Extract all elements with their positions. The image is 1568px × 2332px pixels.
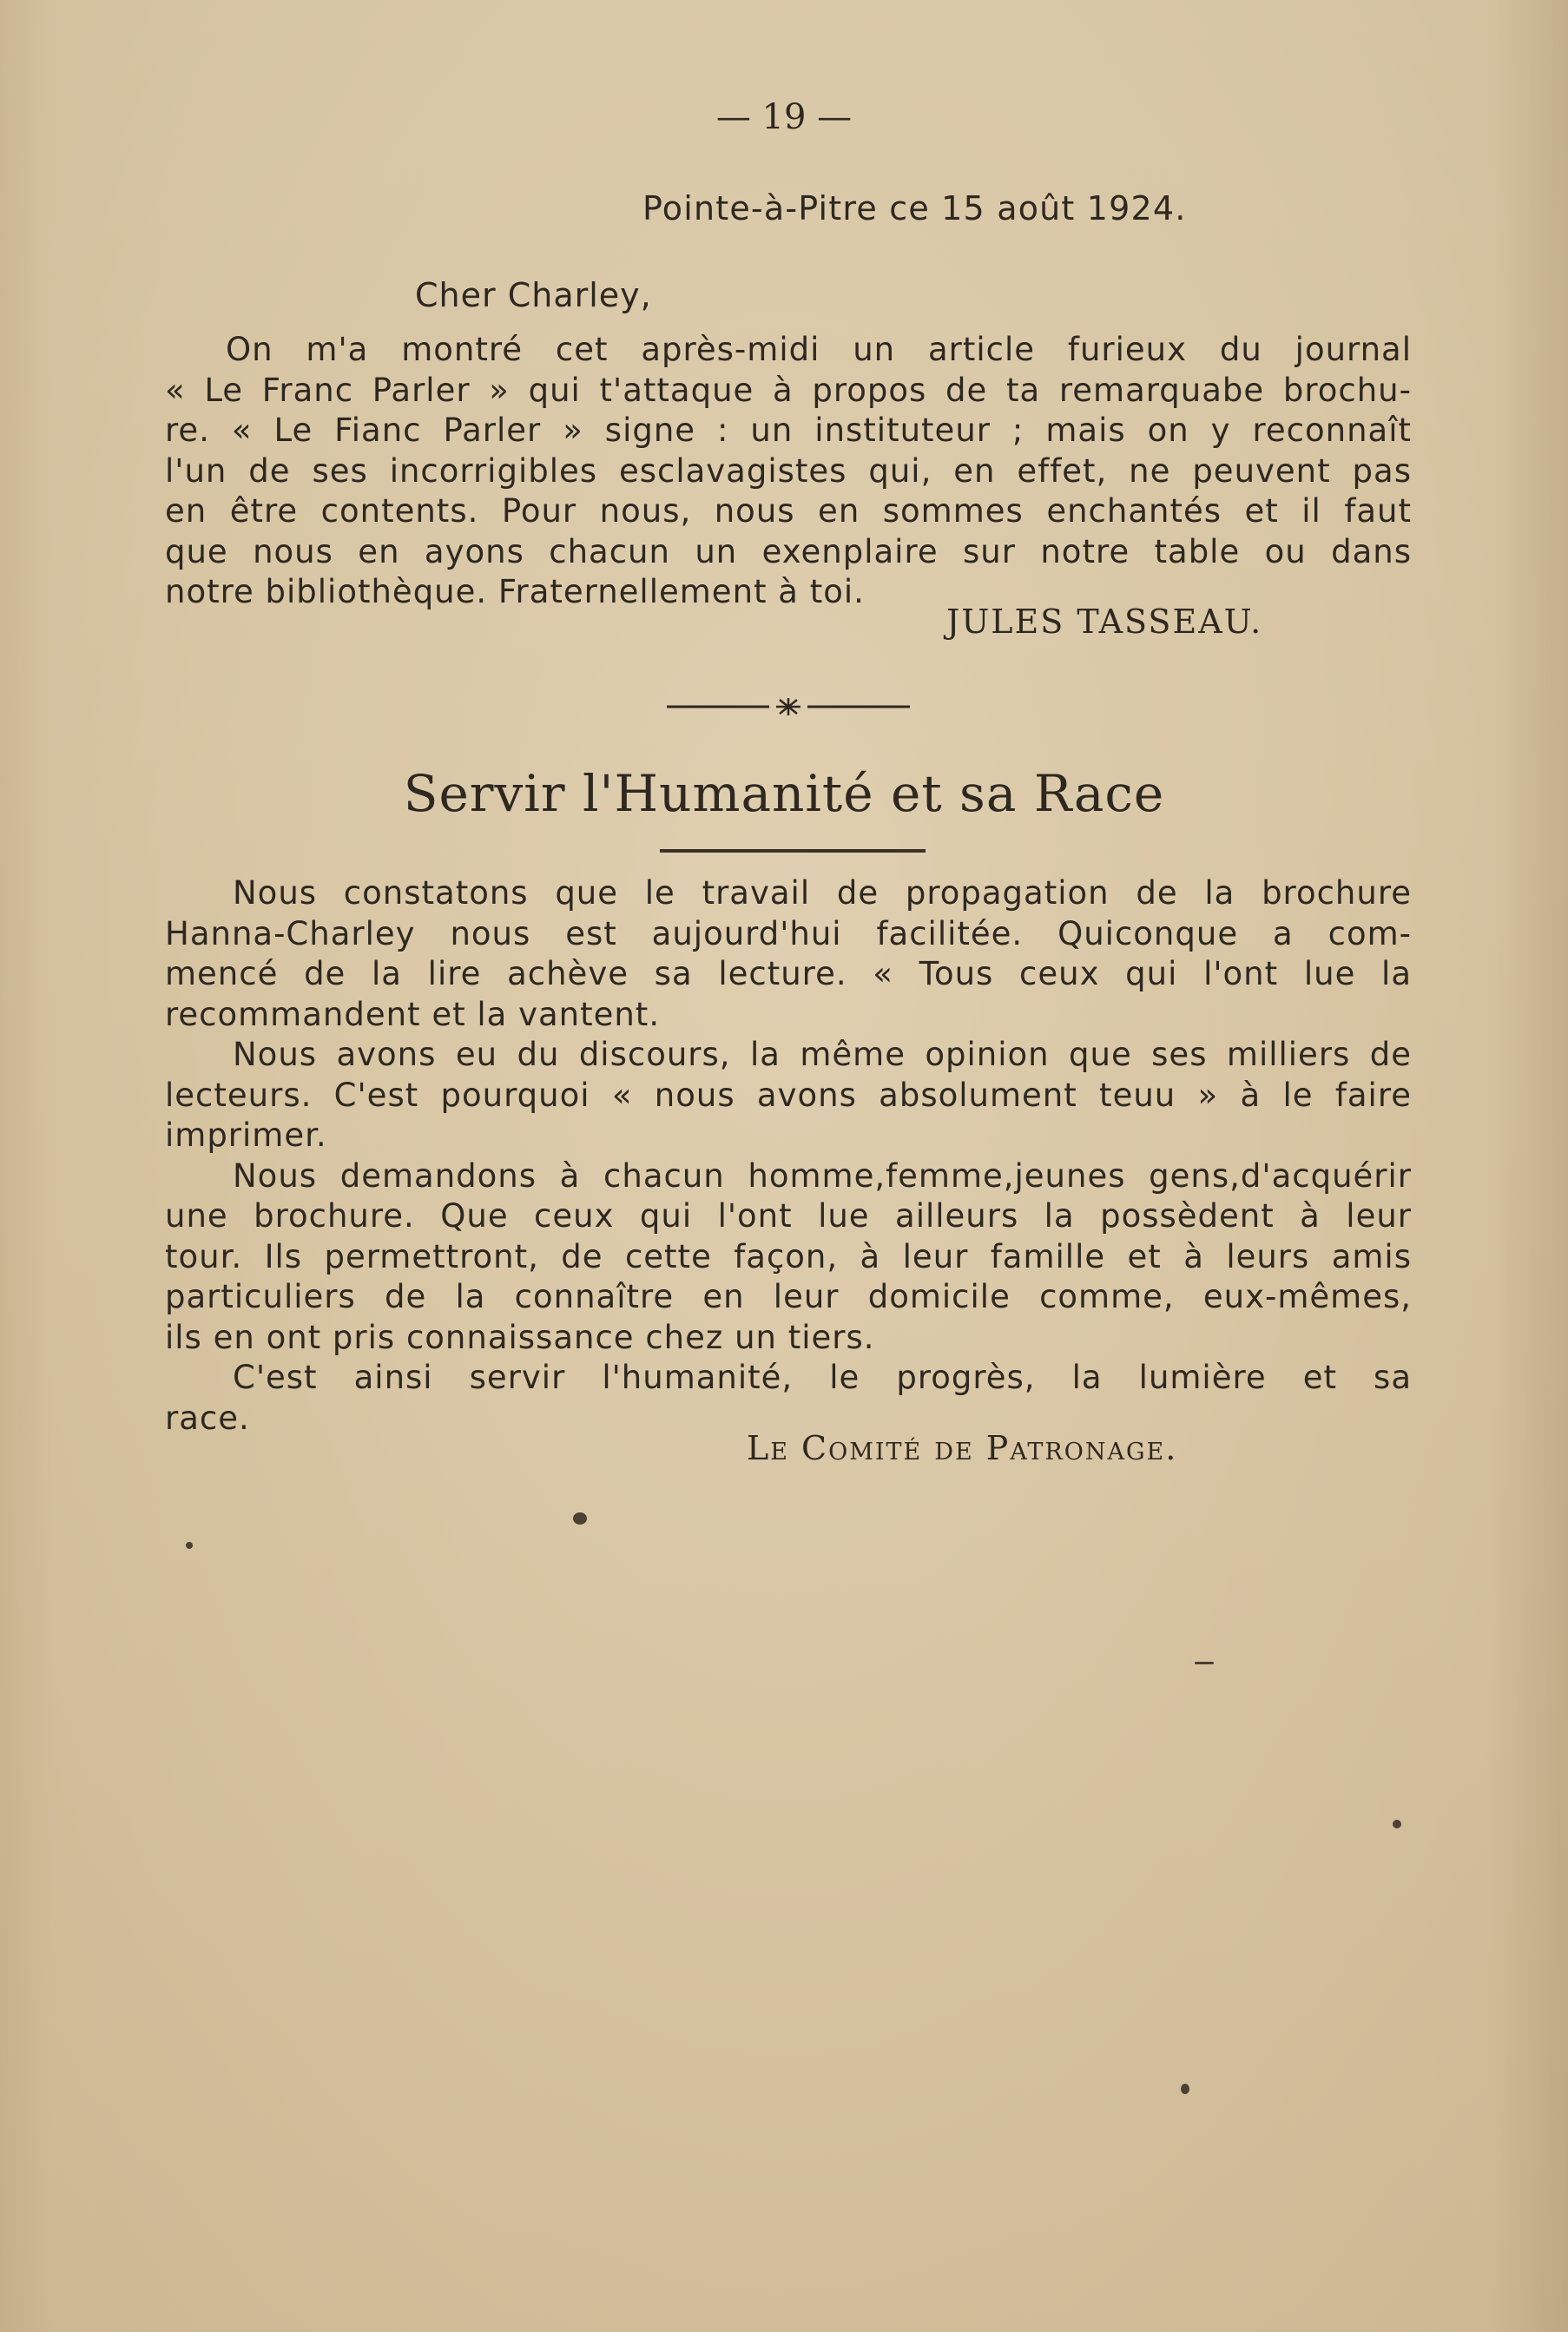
letter-line: que nous en ayons chacun un exenplaire sur notre table ou dans <box>165 532 1412 570</box>
article-line: C'est ainsi servir l'humanité, le progrès, la lumière et sa <box>233 1359 1412 1396</box>
article-line: ils en ont pris connaissance chez un tiers. <box>165 1318 875 1356</box>
paper-speck <box>1393 1820 1401 1828</box>
article-signoff <box>747 1429 1177 1467</box>
letter-salutation: Cher Charley, <box>415 276 652 314</box>
letter-body <box>165 330 1412 613</box>
article-line: tour. Ils permettront, de cette façon, à leur famille et à leurs amis <box>165 1237 1412 1275</box>
paper-speck <box>186 1542 193 1549</box>
letter-dateline: Pointe-à-Pitre ce 15 août 1924. <box>642 189 1187 227</box>
signoff-text: Le Comité de Patronage. <box>747 1429 1178 1467</box>
article-line: recommandent et la vantent. <box>165 995 661 1033</box>
article-line: lecteurs. C'est pourquoi « nous avons absolument teuu » à le faire <box>165 1076 1412 1114</box>
article-body <box>165 873 1412 1439</box>
page-number: — 19 — <box>715 97 853 137</box>
article-line: imprimer. <box>165 1117 327 1154</box>
letter-line: l'un de ses incorrigibles esclavagistes qui, en effet, ne peuvent pas <box>165 451 1412 490</box>
article-line: mencé de la lire achève sa lecture. « Tous ceux qui l'ont lue la <box>165 955 1412 992</box>
letter-line: « Le Franc Parler » qui t'attaque à propos de ta remarquabe brochu- <box>165 371 1412 409</box>
article-line: Nous demandons à chacun homme,femme,jeunes gens,d'acquérir <box>233 1156 1412 1195</box>
article-line: Hanna-Charley nous est aujourd'hui facilitée. Quiconque a com- <box>165 914 1412 952</box>
letter-line: On m'a montré cet après-midi un article furieux du journal <box>226 331 1412 368</box>
letter-signature: JULES TASSEAU. <box>946 603 1263 641</box>
article-line: particuliers de la connaître en leur domicile comme, eux-mêmes, <box>165 1278 1412 1315</box>
paper-speck <box>1195 1662 1214 1664</box>
letter-line: re. « Le Fianc Parler » signe : un instituteur ; mais on y reconnaît <box>165 412 1412 449</box>
article-line: une brochure. Que ceux qui l'ont lue ailleurs la possèdent à leur <box>165 1197 1412 1235</box>
article-line: Nous avons eu du discours, la même opinion que ses milliers de <box>233 1036 1412 1073</box>
paper-speck <box>573 1512 587 1525</box>
article-line: race. <box>165 1399 250 1437</box>
section-divider-ornament <box>667 695 910 715</box>
headline-underline <box>660 849 926 853</box>
page-edge-shadow-right <box>1490 0 1568 2332</box>
article-line: Nous constatons que le travail de propagation de la brochure <box>233 874 1412 912</box>
article-headline: Servir l'Humanité et sa Race <box>403 764 1165 823</box>
paper-speck <box>1181 2084 1189 2094</box>
letter-line: en être contents. Pour nous, nous en sommes enchantés et il faut <box>165 492 1412 530</box>
page-edge-shadow-left <box>0 0 52 2332</box>
letter-line: notre bibliothèque. Fraternellement à toi. <box>165 573 865 610</box>
